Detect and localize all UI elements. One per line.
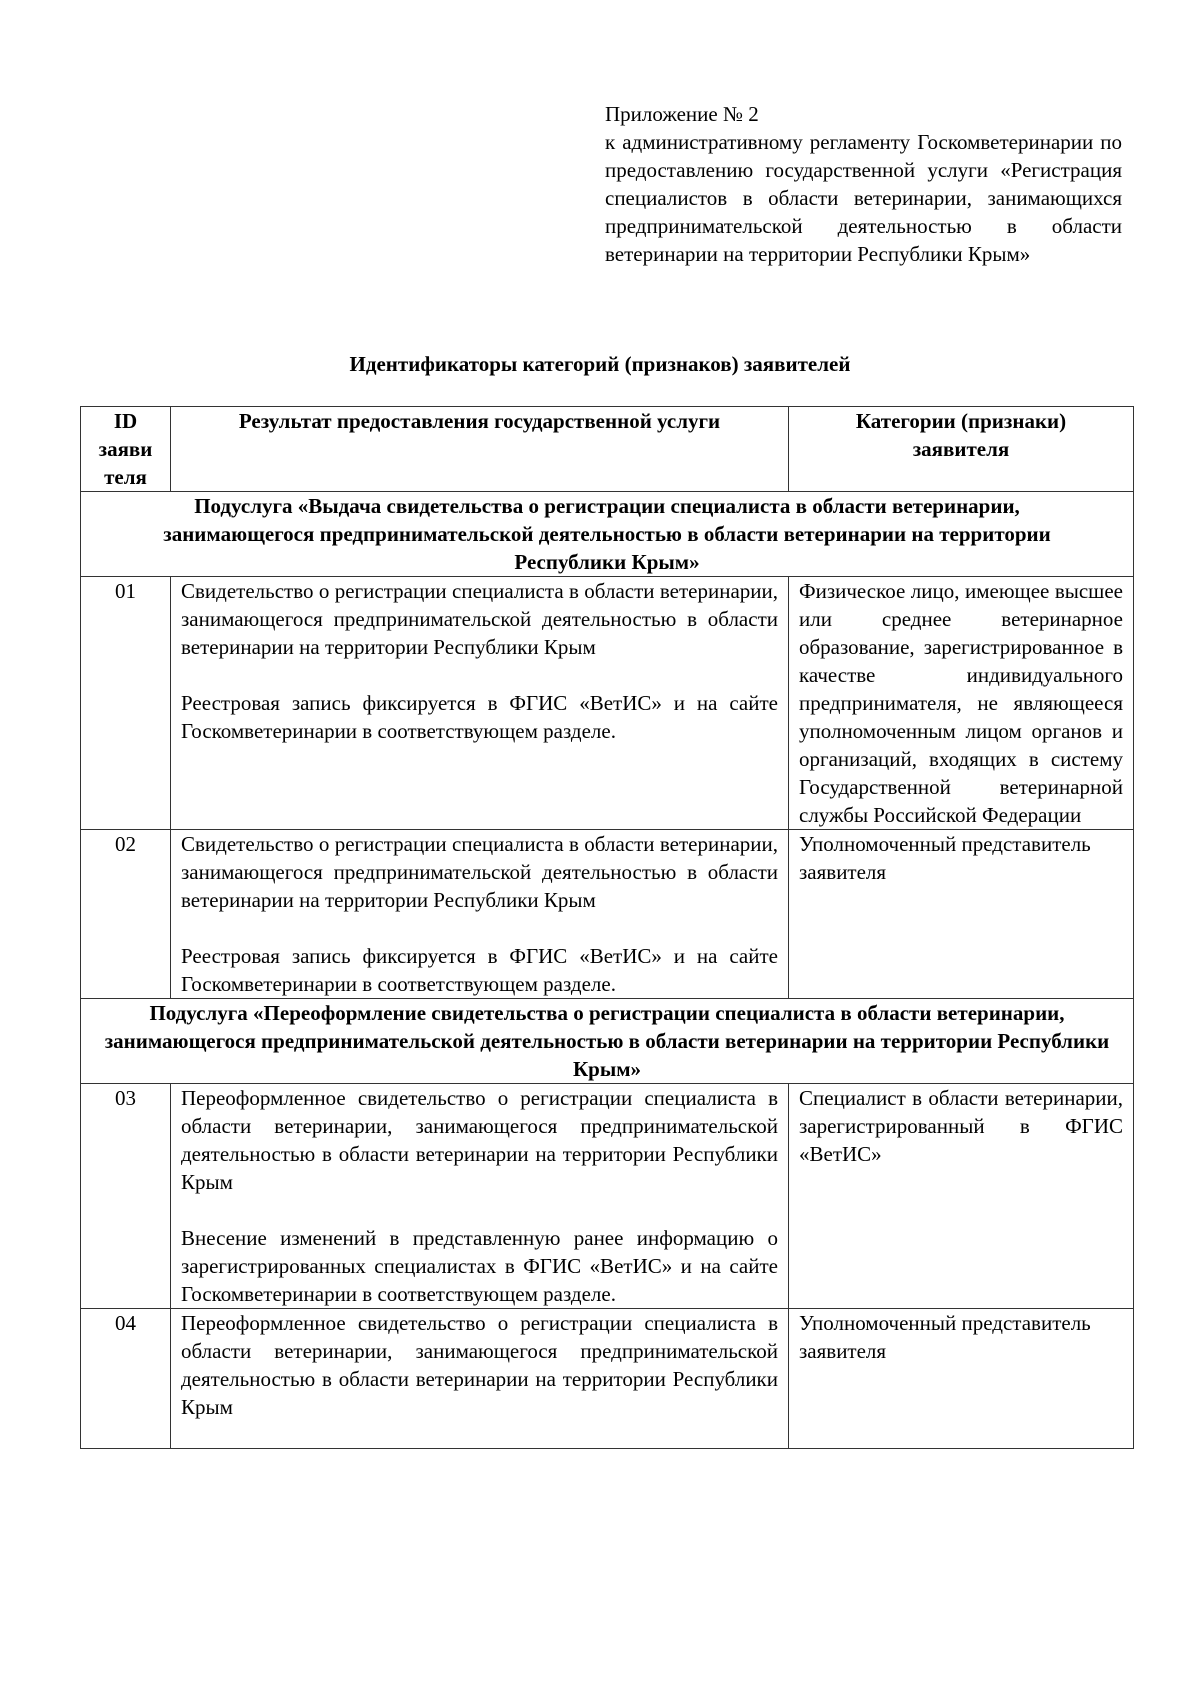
subservice-title-2: Подуслуга «Переоформление свидетельства о регистрации специалиста в области ветеринарии, занимающегося предпринимательской деятельностью в области ветеринарии на территории Республики Крым» bbox=[81, 999, 1134, 1084]
header-id: ID заяви теля bbox=[81, 407, 171, 492]
row-category bbox=[789, 577, 1134, 830]
header-category: Категории (признаки) заявителя bbox=[789, 407, 1134, 492]
annex-block bbox=[605, 100, 1122, 268]
result-paragraph: Свидетельство о регистрации специалиста в области ветеринарии, занимающегося предпринимательской деятельностью в области ветеринарии на территории Республики Крым bbox=[181, 579, 778, 659]
category-text: Уполномоченный представитель заявителя bbox=[799, 1311, 1091, 1363]
table-row bbox=[81, 577, 1134, 830]
table-header-row bbox=[81, 407, 1134, 492]
row-id: 01 bbox=[81, 577, 171, 830]
annex-title: Приложение № 2 bbox=[605, 102, 759, 126]
row-id: 04 bbox=[81, 1309, 171, 1449]
row-id: 02 bbox=[81, 830, 171, 999]
table-row bbox=[81, 1084, 1134, 1309]
subservice-title-1: Подуслуга «Выдача свидетельства о регистрации специалиста в области ветеринарии, занимающегося предпринимательской деятельностью в области ветеринарии на территории Республики Крым» bbox=[81, 492, 1134, 577]
result-paragraph: Реестровая запись фиксируется в ФГИС «ВетИС» и на сайте Госкомветеринарии в соответствующем разделе. bbox=[181, 691, 778, 743]
row-id: 03 bbox=[81, 1084, 171, 1309]
row-category bbox=[789, 830, 1134, 999]
table-row bbox=[81, 1309, 1134, 1449]
row-result bbox=[171, 830, 789, 999]
result-paragraph: Переоформленное свидетельство о регистрации специалиста в области ветеринарии, занимающегося предпринимательской деятельностью в области ветеринарии на территории Республики Крым bbox=[181, 1086, 778, 1194]
category-text: Уполномоченный представитель заявителя bbox=[799, 832, 1091, 884]
header-result: Результат предоставления государственной услуги bbox=[171, 407, 789, 492]
result-paragraph: Реестровая запись фиксируется в ФГИС «ВетИС» и на сайте Госкомветеринарии в соответствующем разделе. bbox=[181, 944, 778, 996]
result-paragraph: Свидетельство о регистрации специалиста в области ветеринарии, занимающегося предпринимательской деятельностью в области ветеринарии на территории Республики Крым bbox=[181, 832, 778, 912]
annex-body: к административному регламенту Госкомветеринарии по предоставлению государственной услуги «Регистрация специалистов в области ветеринарии, занимающихся предпринимательской деятельностью в области ветеринарии на территории Республики Крым» bbox=[605, 130, 1122, 266]
row-category bbox=[789, 1309, 1134, 1449]
row-result bbox=[171, 577, 789, 830]
table-row bbox=[81, 830, 1134, 999]
subservice-row-2 bbox=[81, 999, 1134, 1084]
row-result bbox=[171, 1309, 789, 1449]
result-paragraph: Переоформленное свидетельство о регистрации специалиста в области ветеринарии, занимающегося предпринимательской деятельностью в области ветеринарии на территории Республики Крым bbox=[181, 1311, 778, 1419]
applicant-categories-table bbox=[80, 406, 1134, 1449]
row-category bbox=[789, 1084, 1134, 1309]
row-result bbox=[171, 1084, 789, 1309]
subservice-row-1 bbox=[81, 492, 1134, 577]
category-text: Физическое лицо, имеющее высшее или среднее ветеринарное образование, зарегистрированное в качестве индивидуального предпринимателя, не являющееся уполномоченным лицом органов и организаций, входящих в систему Государственной ветеринарной службы Российской Федерации bbox=[799, 579, 1123, 827]
document-title: Идентификаторы категорий (признаков) заявителей bbox=[349, 352, 851, 376]
category-text: Специалист в области ветеринарии, зарегистрированный в ФГИС «ВетИС» bbox=[799, 1086, 1123, 1166]
result-paragraph: Внесение изменений в представленную ранее информацию о зарегистрированных специалистах в ФГИС «ВетИС» и на сайте Госкомветеринарии в соответствующем разделе. bbox=[181, 1226, 778, 1306]
